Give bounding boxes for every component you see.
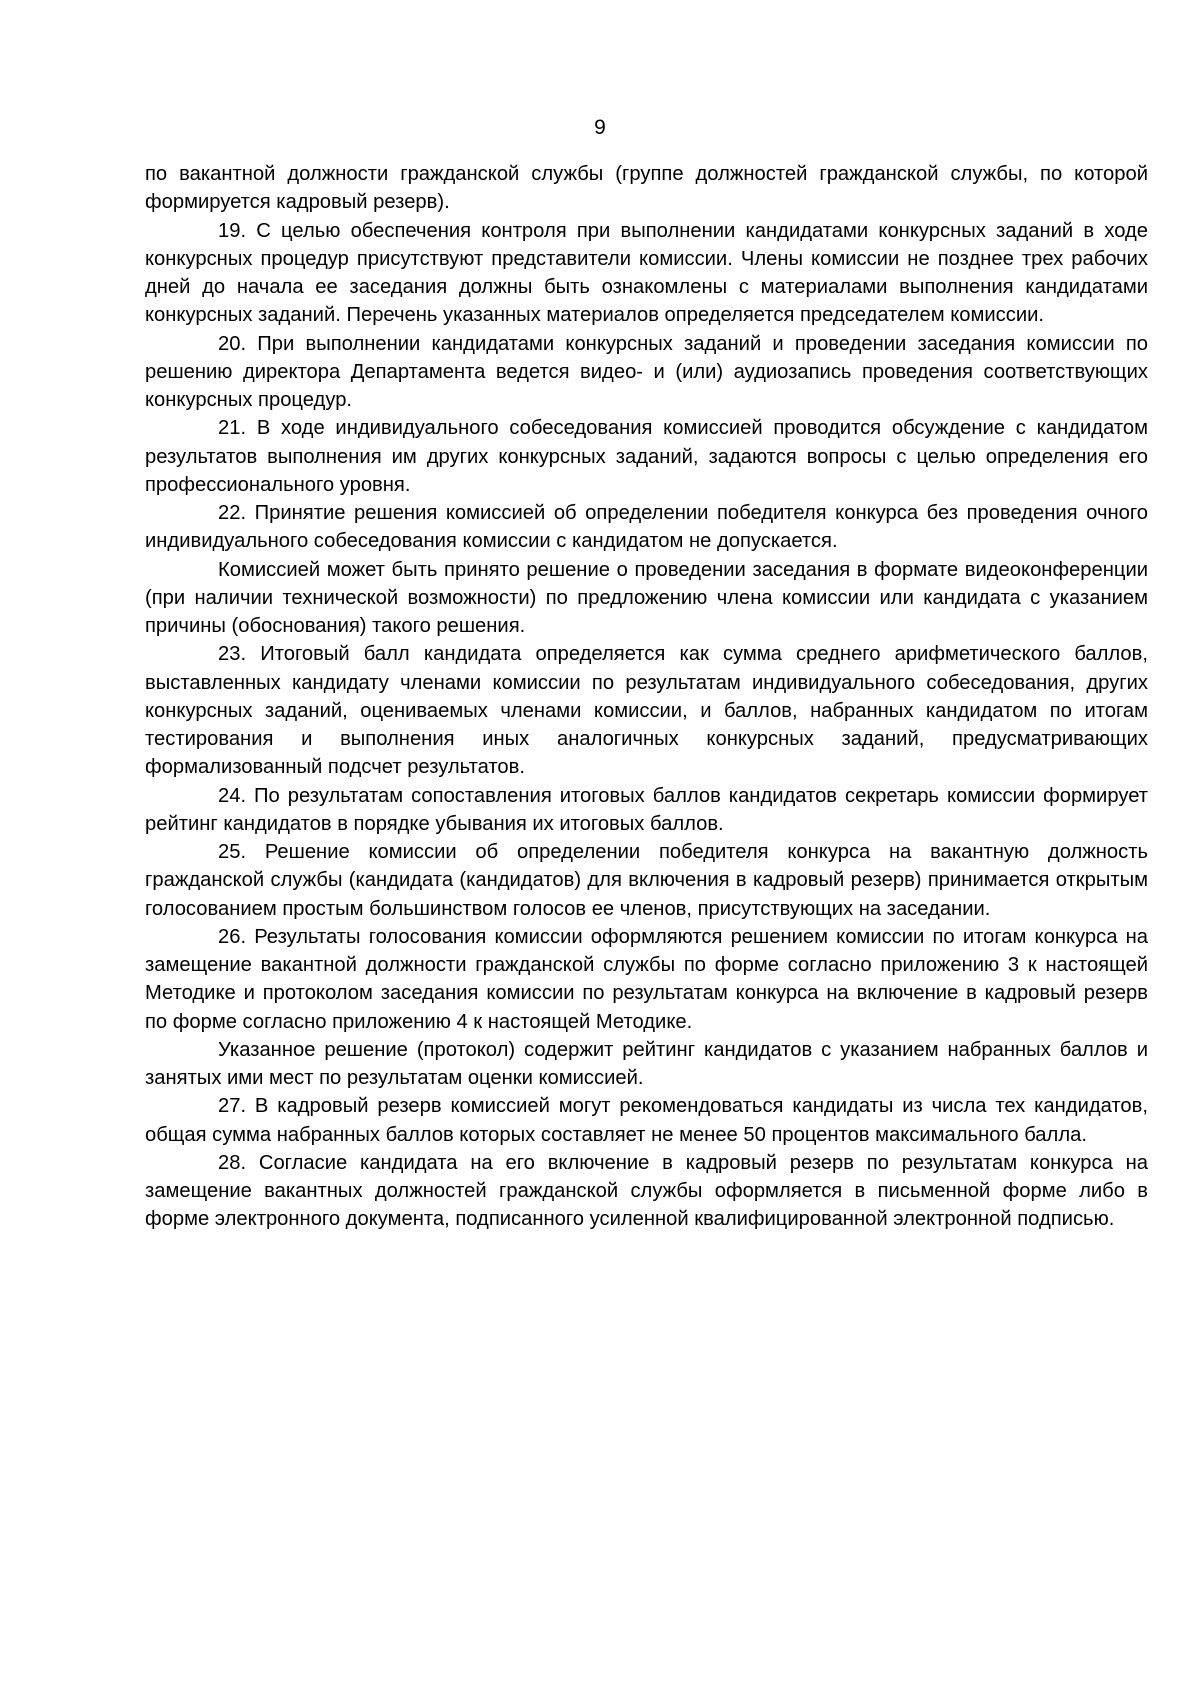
paragraph-26: 26. Результаты голосования комиссии оформляются решением комиссии по итогам конкурса на замещение вакантной должности гражданской службы по форме согласно приложению 3 к настоящей Методике и протоколом заседания комиссии по результатам конкурса на включение в кадровый резерв по форме согласно приложению 4 к настоящей Методике.: [145, 925, 1148, 1033]
page-number: 9: [594, 116, 606, 139]
paragraph-25: 25. Решение комиссии об определении победителя конкурса на вакантную должность гражданской службы (кандидата (кандидатов) для включения в кадровый резерв) принимается открытым голосованием простым большинством голосов ее членов, присутствующих на заседании.: [145, 841, 1148, 920]
paragraph-24: 24. По результатам сопоставления итоговых баллов кандидатов секретарь комиссии формирует рейтинг кандидатов в порядке убывания их итоговых баллов.: [145, 784, 1148, 835]
paragraph-27: 27. В кадровый резерв комиссией могут рекомендоваться кандидаты из числа тех кандидатов, общая сумма набранных баллов которых составляет не менее 50 процентов максимального балла.: [145, 1095, 1148, 1146]
document-body: [145, 160, 1148, 1234]
paragraph-19: 19. С целью обеспечения контроля при выполнении кандидатами конкурсных заданий в ходе конкурсных процедур присутствуют представители комиссии. Члены комиссии не позднее трех рабочих дней до начала ее заседания должны быть ознакомлены с материалами выполнения кандидатами конкурсных заданий. Перечень указанных материалов определяется председателем комиссии.: [145, 219, 1148, 327]
paragraph-continuation: по вакантной должности гражданской службы (группе должностей гражданской службы, по которой формируется кадровый резерв).: [145, 163, 1148, 214]
paragraph-23: 23. Итоговый балл кандидата определяется как сумма среднего арифметического баллов, выставленных кандидату членами комиссии по результатам индивидуального собеседования, других конкурсных заданий, оцениваемых членами комиссии, и баллов, набранных кандидатом по итогам тестирования и выполнения иных аналогичных конкурсных заданий, предусматривающих формализованный подсчет результатов.: [145, 643, 1148, 779]
paragraph-21: 21. В ходе индивидуального собеседования комиссией проводится обсуждение с кандидатом результатов выполнения им других конкурсных заданий, задаются вопросы с целью определения его профессионального уровня.: [145, 417, 1148, 496]
paragraph-28: 28. Согласие кандидата на его включение в кадровый резерв по результатам конкурса на замещение вакантных должностей гражданской службы оформляется в письменной форме либо в форме электронного документа, подписанного усиленной квалифицированной электронной подписью.: [145, 1151, 1148, 1231]
paragraph-26-continued: Указанное решение (протокол) содержит рейтинг кандидатов с указанием набранных баллов и занятых ими мест по результатам оценки комиссией.: [145, 1038, 1148, 1089]
paragraph-22-continued: Комиссией может быть принято решение о проведении заседания в формате видеоконференции (при наличии технической возможности) по предложению члена комиссии или кандидата с указанием причины (обоснования) такого решения.: [145, 558, 1148, 637]
paragraph-22: 22. Принятие решения комиссией об определении победителя конкурса без проведения очного индивидуального собеседования комиссии с кандидатом не допускается.: [145, 502, 1148, 553]
paragraph-20: 20. При выполнении кандидатами конкурсных заданий и проведении заседания комиссии по решению директора Департамента ведется видео- и (или) аудиозапись проведения соответствующих конкурсных процедур.: [145, 332, 1148, 411]
